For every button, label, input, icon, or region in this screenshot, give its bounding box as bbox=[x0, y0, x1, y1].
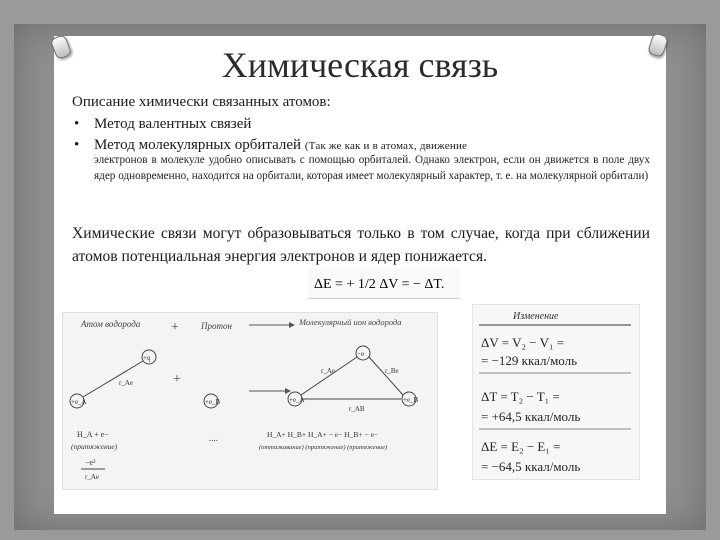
note-first: (Так же как и в атомах, движение bbox=[304, 140, 468, 152]
note-continuation: электронов в молекуле удобно описывать с помощью орбиталей. Однако электрон, если он движется в поле двух ядер одновременно, находится на орбитали, которая имеет молекулярный характер, т. е. на молекулярной орбитали) bbox=[94, 154, 650, 182]
svg-text:+: + bbox=[173, 372, 181, 387]
fig-ra-right: r_Ae bbox=[321, 367, 335, 375]
fig-atom-label: Атом водорода bbox=[81, 319, 141, 329]
fig-dots: .... bbox=[209, 433, 218, 443]
fig-b-left: +e_B bbox=[205, 398, 221, 406]
bullet-molecular-label: Метод молекулярных орбиталей bbox=[94, 137, 302, 153]
fig-a-left: +e_A bbox=[71, 398, 87, 406]
fig-plus: + bbox=[171, 320, 179, 335]
fig-a-right: +e_A bbox=[289, 396, 305, 404]
change-line-6: = −64,5 ккал/моль bbox=[481, 459, 581, 474]
energy-formula bbox=[308, 268, 460, 299]
change-line-2: = −129 ккал/моль bbox=[481, 353, 578, 368]
formula-text: ΔE = + 1/2 ΔV = − ΔT. bbox=[314, 277, 445, 292]
fig-rb-right: r_Be bbox=[385, 367, 399, 375]
change-line-1: ΔV = V₂ − V₁ = bbox=[481, 335, 565, 350]
fig-rab: r_AB bbox=[349, 405, 365, 413]
change-line-4: = +64,5 ккал/моль bbox=[481, 409, 581, 424]
change-line-3: ΔT = T₂ − T₁ = bbox=[481, 389, 560, 404]
fig-q-top: +q bbox=[143, 354, 151, 362]
fig-e-top: −e bbox=[357, 350, 365, 358]
fig-ion-label: Молекулярный ион водорода bbox=[299, 317, 402, 327]
fig-term1b: r_Ae bbox=[85, 473, 99, 481]
change-line-5: ΔE = E₂ − E₁ = bbox=[481, 439, 561, 454]
fig-term1: −e² bbox=[85, 458, 96, 467]
fig-b-right: +e_B bbox=[403, 396, 419, 404]
slide-title: Химическая связь bbox=[221, 45, 499, 85]
intro-text: Описание химически связанных атомов: bbox=[72, 94, 331, 110]
change-heading: Изменение bbox=[513, 311, 559, 322]
fig-ra-left: r_Ae bbox=[119, 379, 133, 387]
fig-ha: H_A + e− bbox=[77, 430, 109, 439]
fig-attr: (притяжение) bbox=[71, 442, 118, 451]
energy-change-figure bbox=[472, 304, 640, 480]
bullet-valence: • Метод валентных связей bbox=[72, 114, 652, 135]
fig-proton-label: Протон bbox=[201, 321, 232, 331]
fig-rep-row: (отталкивание) (притяжение) (притяжение) bbox=[259, 444, 388, 451]
bullet-list bbox=[72, 114, 652, 157]
hydrogen-ion-figure bbox=[62, 312, 438, 490]
fig-h-row: H_A+ H_B+ H_A+ − e− H_B+ − e− bbox=[267, 430, 379, 439]
main-paragraph: Химические связи могут образовываться только в том случае, когда при сближении атомов потенциальная энергия электронов и ядер понижается. bbox=[72, 225, 650, 265]
